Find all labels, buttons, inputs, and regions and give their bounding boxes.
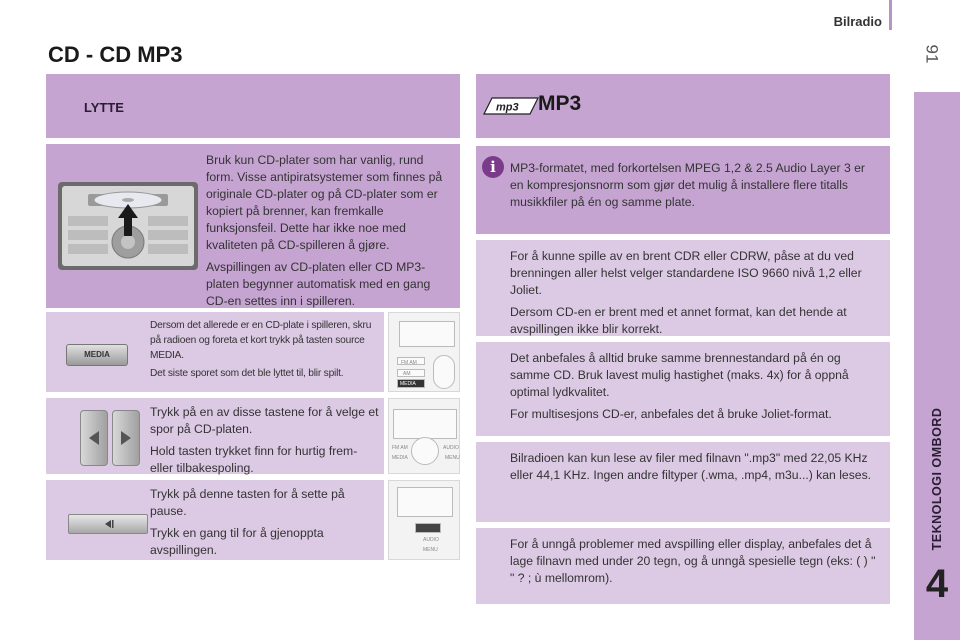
radio-cd-insert-icon xyxy=(58,182,198,270)
intro-paragraph: Avspillingen av CD-platen eller CD MP3-platen begynner automatisk med en gang CD-en settes inn i spilleren. xyxy=(206,260,431,308)
mp3-paragraph: Det anbefales å alltid bruke samme brennestandard på én og samme CD. Bruk lavest mulig hastighet (maks. 4x) for å oppnå optimal lydkvalitet. xyxy=(510,351,849,399)
section-title: Bilradio xyxy=(833,14,882,29)
step-2-text: Hold tasten trykket finn for hurtig frem- eller tilbakespoling. xyxy=(150,444,358,475)
step-3-box xyxy=(46,480,384,560)
step-1-box xyxy=(46,312,384,392)
mp3-heading: MP3 xyxy=(538,92,582,115)
cd-intro-box xyxy=(46,144,460,308)
chapter-number: 4 xyxy=(925,562,949,606)
lytte-heading: LYTTE xyxy=(84,100,124,115)
chapter-label: TEKNOLOGI OMBORD xyxy=(930,407,944,551)
lytte-heading-box xyxy=(46,74,460,138)
page-number: 91 xyxy=(922,44,942,64)
pause-play-key xyxy=(68,514,148,534)
mp3-logo-icon xyxy=(482,96,540,116)
radio-panel-sketch-media: FM AM AM MEDIA xyxy=(388,312,460,392)
radio-panel-sketch-arrows: FM AM MEDIA AUDIO MENU xyxy=(388,398,460,474)
arrow-left-icon xyxy=(85,429,103,447)
step-1-text: Dersom det allerede er en CD-plate i spilleren, skru på radioen og foreta et kort trykk på tasten source MEDIA. xyxy=(150,320,372,361)
step-3-text: Trykk en gang til for å gjenoppta avspillingen. xyxy=(150,526,324,557)
mp3-info-box xyxy=(476,146,890,234)
mp3-filetype-box xyxy=(476,442,890,522)
mp3-filename-box xyxy=(476,528,890,604)
mp3-paragraph: For multisesjons CD-er, anbefales det å bruke Joliet-format. xyxy=(510,407,832,421)
step-3-text: Trykk på denne tasten for å sette på pause. xyxy=(150,487,345,518)
previous-track-key xyxy=(80,410,108,466)
pause-play-icon xyxy=(103,519,115,529)
mp3-burning-box xyxy=(476,240,890,336)
mp3-heading-box xyxy=(476,74,890,138)
media-button-illustration: MEDIA xyxy=(66,344,128,366)
page-title: CD - CD MP3 xyxy=(48,42,183,67)
mp3-standard-box xyxy=(476,342,890,436)
radio-panel-sketch-pause: AUDIO MENU xyxy=(388,480,460,560)
step-2-text: Trykk på en av disse tastene for å velge et spor på CD-platen. xyxy=(150,405,379,436)
mp3-paragraph: For å kunne spille av en brent CDR eller CDRW, påse at du ved brenningen aller helst velger standardene ISO 9660 nivå 1,2 eller Joliet. xyxy=(510,249,862,297)
mp3-paragraph: Dersom CD-en er brent med et annet format, kan det hende at avspillingen ikke blir korrekt. xyxy=(510,305,847,336)
arrow-right-icon xyxy=(117,429,135,447)
header-divider xyxy=(889,0,892,30)
chapter-side-tab xyxy=(914,92,960,640)
mp3-paragraph: Bilradioen kan kun lese av filer med filnavn ".mp3" med 22,05 KHz eller 44,1 KHz. Ingen andre filtyper (.wma, .mp4, m3u...) kan leses. xyxy=(510,451,872,482)
mp3-paragraph: For å unngå problemer med avspilling eller display, anbefales det å lage filnavn med under 20 tegn, og å unngå spesielle tegn (eks: ( ) " " ? ; ù mellomrom). xyxy=(510,537,876,585)
info-icon: i xyxy=(482,156,504,178)
svg-text:mp3: mp3 xyxy=(496,101,519,114)
intro-paragraph: Bruk kun CD-plater som har vanlig, rund form. Visse antipiratsystemer som finnes på originale CD-plater og på CD-plater som er kopiert på brenner, kan fremkalle funksjonsfeil. Dette har ikke noe med kvaliteten på CD-spilleren å gjøre. xyxy=(206,153,443,252)
step-1-text: Det siste sporet som det ble lyttet til, blir spilt. xyxy=(150,368,344,379)
next-track-key xyxy=(112,410,140,466)
mp3-info-text: MP3-formatet, med forkortelsen MPEG 1,2 & 2.5 Audio Layer 3 er en kompresjonsnorm som gjør det mulig å installere flere titalls musikkfiler på én og samme plate. xyxy=(510,161,865,209)
step-2-box xyxy=(46,398,384,474)
